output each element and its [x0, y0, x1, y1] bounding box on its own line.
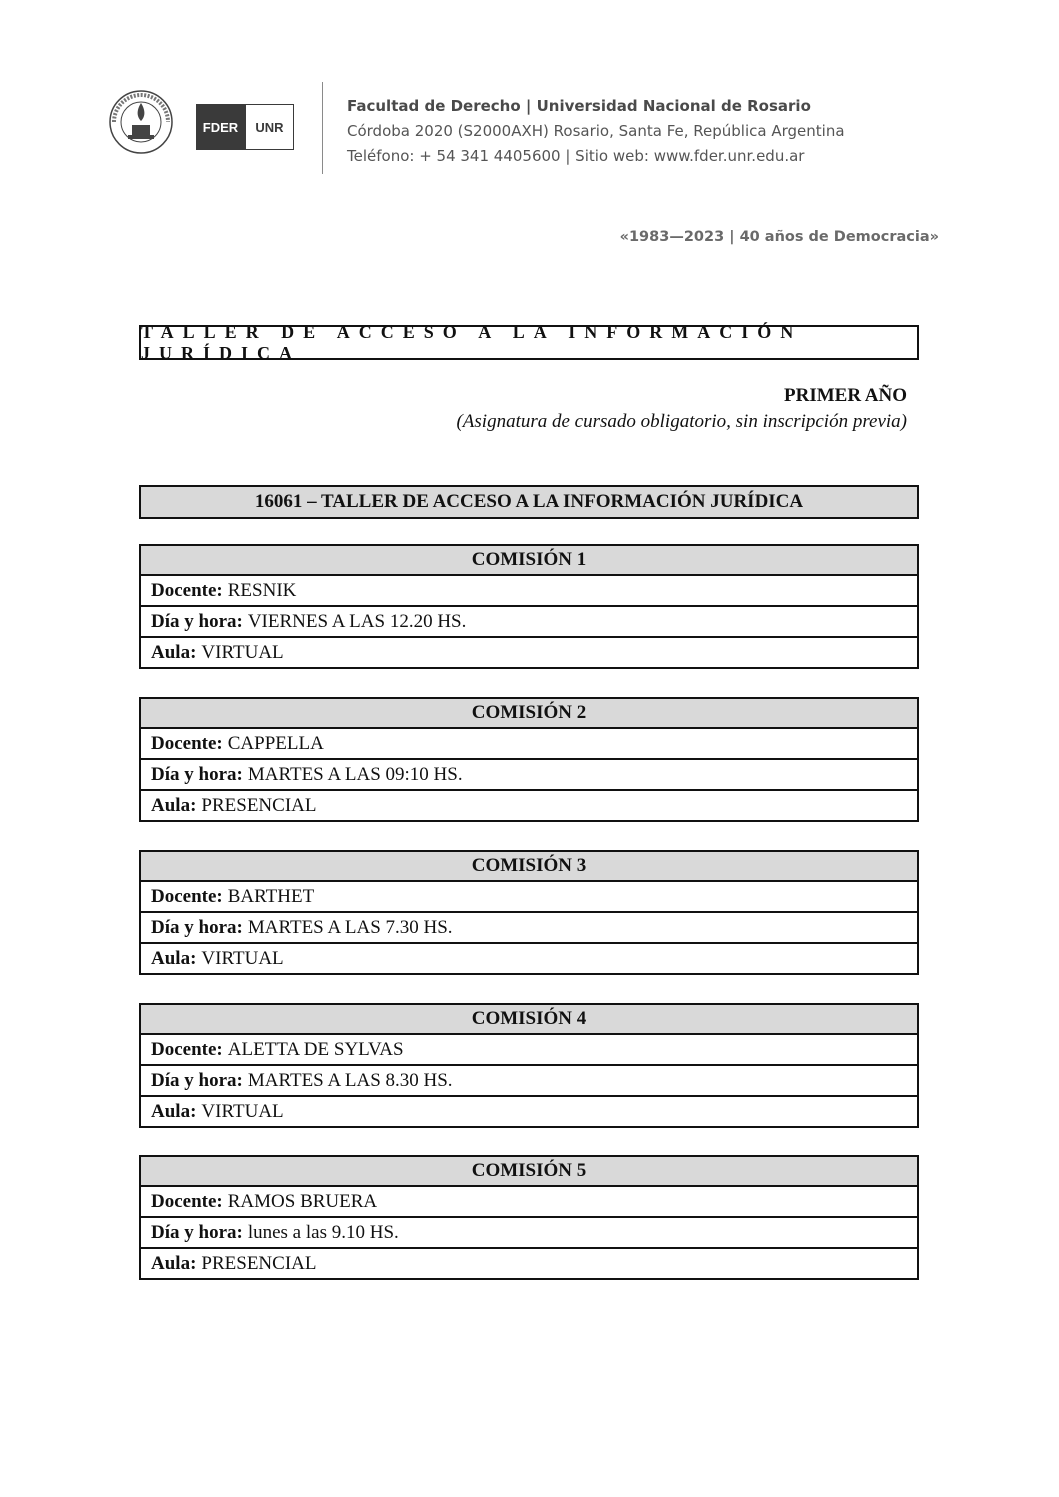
dia-hora-row [141, 607, 917, 638]
docente-value: BARTHET [227, 885, 315, 907]
comision-table [139, 544, 919, 669]
year-label: PRIMER AÑO [784, 385, 907, 406]
comision-title: COMISIÓN 1 [141, 546, 917, 576]
comision-table [139, 697, 919, 822]
institution-info [347, 94, 845, 169]
comision-title: COMISIÓN 3 [141, 852, 917, 882]
comision-table [139, 850, 919, 975]
docente-value: RAMOS BRUERA [227, 1190, 378, 1212]
aula-label: Aula: [151, 947, 197, 969]
aula-row [141, 791, 917, 820]
docente-label: Docente: [151, 885, 223, 907]
institution-name: Facultad de Derecho | Universidad Nacional de Rosario [347, 97, 811, 115]
page-title: TALLER DE ACCESO A LA INFORMACIÓN JURÍDICA [139, 325, 919, 360]
dia-hora-row [141, 1218, 917, 1249]
dia-hora-label: Día y hora: [151, 610, 243, 632]
docente-label: Docente: [151, 1038, 223, 1060]
dia-hora-row [141, 913, 917, 944]
aula-value: PRESENCIAL [201, 1252, 317, 1274]
aula-value: VIRTUAL [201, 641, 284, 663]
aula-label: Aula: [151, 1252, 197, 1274]
democracy-motto: «1983—2023 | 40 años de Democracia» [619, 229, 939, 245]
course-header: 16061 – TALLER DE ACCESO A LA INFORMACIÓN JURÍDICA [139, 485, 919, 519]
aula-label: Aula: [151, 641, 197, 663]
header-divider [322, 82, 323, 174]
aula-label: Aula: [151, 1100, 197, 1122]
docente-label: Docente: [151, 579, 223, 601]
dia-hora-value: MARTES A LAS 7.30 HS. [247, 916, 453, 938]
unr-logo: UNR [245, 104, 294, 150]
institution-contact: Teléfono: + 54 341 4405600 | Sitio web: www.fder.unr.edu.ar [347, 147, 805, 165]
comision-table [139, 1003, 919, 1128]
aula-value: VIRTUAL [201, 1100, 284, 1122]
docente-row [141, 729, 917, 760]
docente-label: Docente: [151, 1190, 223, 1212]
dia-hora-label: Día y hora: [151, 916, 243, 938]
comision-title: COMISIÓN 2 [141, 699, 917, 729]
comision-table [139, 1155, 919, 1280]
dia-hora-row [141, 760, 917, 791]
dia-hora-label: Día y hora: [151, 1069, 243, 1091]
aula-value: PRESENCIAL [201, 794, 317, 816]
dia-hora-label: Día y hora: [151, 1221, 243, 1243]
fder-logo: FDER [196, 104, 245, 150]
docente-value: RESNIK [227, 579, 297, 601]
institution-address: Córdoba 2020 (S2000AXH) Rosario, Santa Fe, República Argentina [347, 122, 845, 140]
aula-value: VIRTUAL [201, 947, 284, 969]
aula-row [141, 638, 917, 667]
dia-hora-value: lunes a las 9.10 HS. [247, 1221, 399, 1243]
docente-row [141, 1187, 917, 1218]
comision-title: COMISIÓN 4 [141, 1005, 917, 1035]
dia-hora-value: MARTES A LAS 09:10 HS. [247, 763, 463, 785]
aula-row [141, 944, 917, 973]
docente-row [141, 576, 917, 607]
docente-value: ALETTA DE SYLVAS [227, 1038, 404, 1060]
dia-hora-row [141, 1066, 917, 1097]
comision-title: COMISIÓN 5 [141, 1157, 917, 1187]
university-seal-logo [108, 89, 174, 155]
aula-row [141, 1249, 917, 1278]
docente-value: CAPPELLA [227, 732, 324, 754]
dia-hora-value: VIERNES A LAS 12.20 HS. [247, 610, 467, 632]
dia-hora-label: Día y hora: [151, 763, 243, 785]
aula-row [141, 1097, 917, 1126]
dia-hora-value: MARTES A LAS 8.30 HS. [247, 1069, 453, 1091]
docente-row [141, 1035, 917, 1066]
docente-label: Docente: [151, 732, 223, 754]
subject-note: (Asignatura de cursado obligatorio, sin inscripción previa) [456, 411, 907, 432]
aula-label: Aula: [151, 794, 197, 816]
docente-row [141, 882, 917, 913]
